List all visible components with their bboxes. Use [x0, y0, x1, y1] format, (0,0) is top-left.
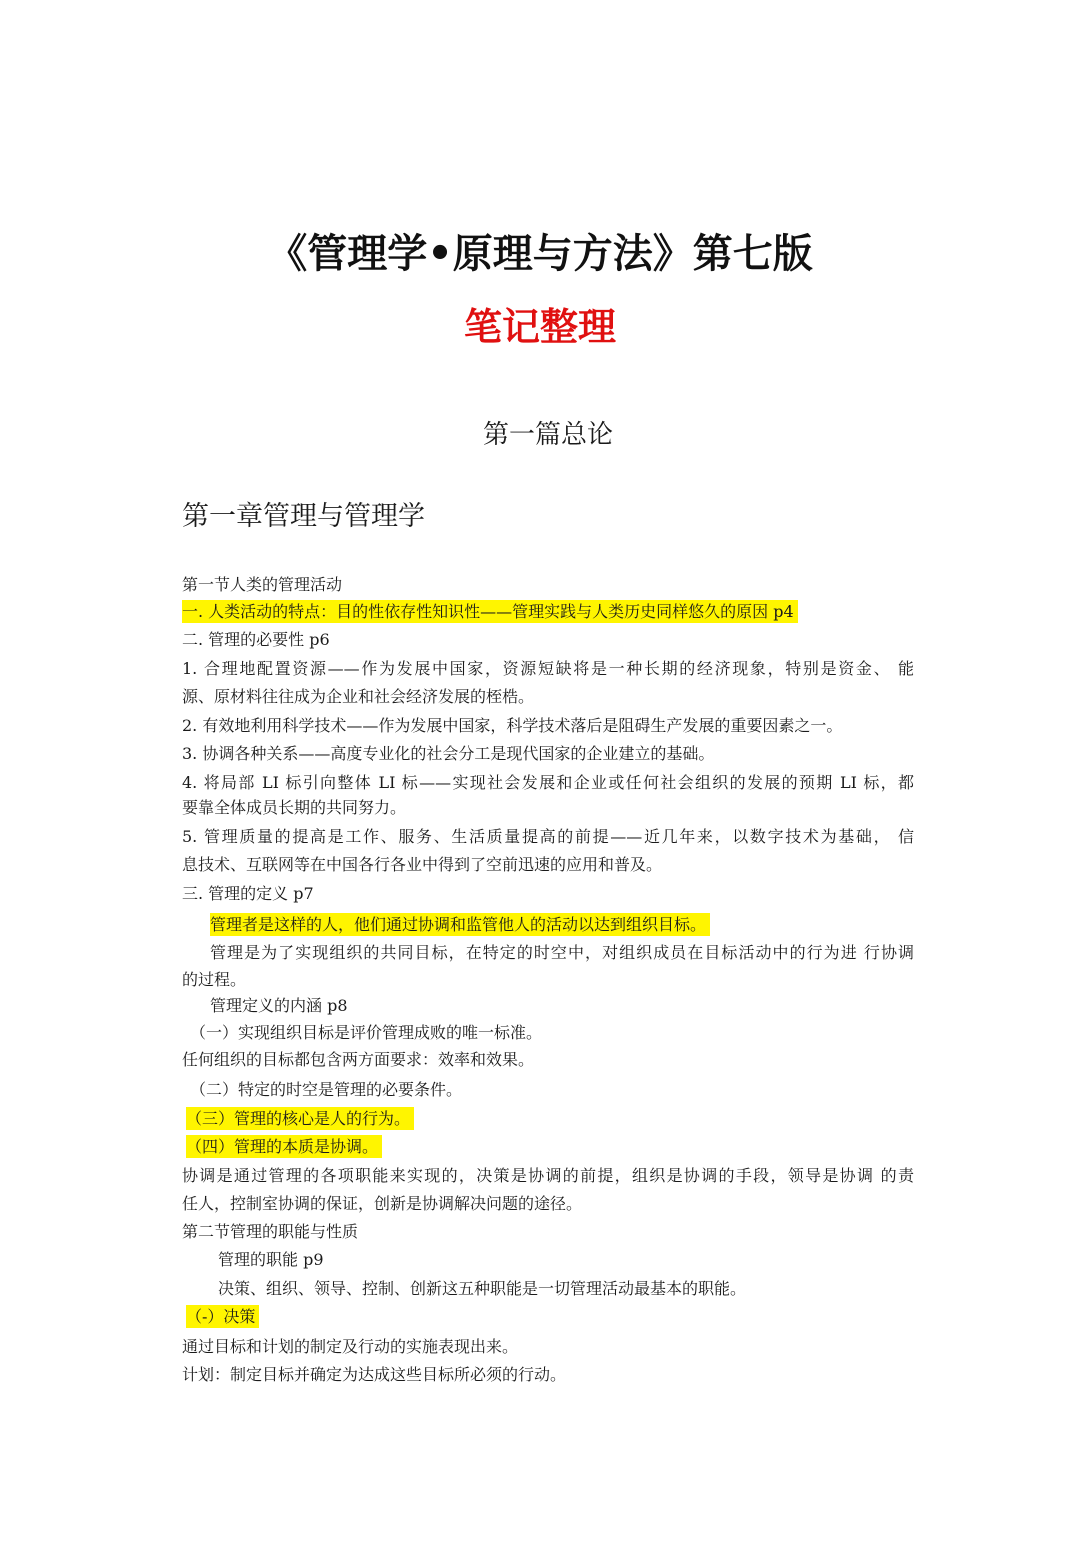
text: 三. 管理的定义 p7 — [182, 884, 314, 903]
text: 源、原材料往往成为企业和社会经济发展的桎梏。 — [182, 687, 535, 706]
list-item — [182, 825, 914, 849]
list-item — [182, 600, 798, 624]
list-item — [182, 657, 914, 681]
paragraph — [210, 941, 914, 965]
text: 决策、组织、领导、控制、创新这五种职能是一切管理活动最基本的职能。 — [218, 1279, 747, 1298]
paragraph — [182, 1048, 534, 1072]
list-item — [186, 1305, 259, 1329]
text: 第一节人类的管理活动 — [182, 575, 343, 594]
list-item — [182, 771, 914, 795]
paragraph — [182, 1335, 518, 1359]
list-item — [190, 1021, 542, 1045]
paragraph — [182, 968, 246, 992]
text: （二）特定的时空是管理的必要条件。 — [190, 1080, 463, 1099]
document-subtitle: 笔记整理 — [463, 305, 616, 349]
list-item — [182, 685, 534, 709]
definition-text — [210, 913, 710, 937]
list-item — [182, 628, 330, 652]
text: 通过目标和计划的制定及行动的实施表现出来。 — [182, 1337, 519, 1356]
list-item — [182, 882, 314, 906]
highlighted-text: （三）管理的核心是人的行为。 — [186, 1107, 414, 1130]
text: 5. 管理质量的提高是工作、服务、生活质量提高的前提——近几年来，以数字技术为基础， 信 — [182, 827, 914, 846]
highlighted-text: （四）管理的本质是协调。 — [186, 1135, 382, 1158]
paragraph — [182, 1363, 566, 1387]
text: 管理定义的内涵 p8 — [210, 996, 348, 1015]
text: 协调是通过管理的各项职能来实现的，决策是协调的前提，组织是协调的手段，领导是协调 的责 — [182, 1166, 914, 1185]
list-item — [182, 714, 842, 738]
section-heading — [182, 1220, 358, 1244]
list-item — [182, 853, 662, 877]
text: 要靠全体成员长期的共同努力。 — [182, 798, 407, 817]
text: 管理是为了实现组织的共同目标，在特定的时空中，对组织成员在目标活动中的行为进 行协调 — [210, 943, 914, 962]
text: 的过程。 — [182, 970, 247, 989]
paragraph — [182, 1192, 582, 1216]
text: （一）实现组织目标是评价管理成败的唯一标准。 — [190, 1023, 543, 1042]
highlighted-text: 一. 人类活动的特点：目的性依存性知识性——管理实践与人类历史同样悠久的原因 p4 — [182, 600, 798, 623]
highlighted-text: （-）决策 — [186, 1305, 259, 1328]
chapter-heading: 第一章管理与管理学 — [182, 501, 425, 532]
text: 管理的职能 p9 — [218, 1250, 324, 1269]
subheading — [210, 994, 348, 1018]
text: 1. 合理地配置资源——作为发展中国家，资源短缺将是一种长期的经济现象，特别是资金、 能 — [182, 659, 914, 678]
text: 2. 有效地利用科学技术——作为发展中国家，科学技术落后是阻碍生产发展的重要因素之一。 — [182, 716, 843, 735]
text: 任人，控制室协调的保证，创新是协调解决问题的途径。 — [182, 1194, 583, 1213]
text: 3. 协调各种关系——高度专业化的社会分工是现代国家的企业建立的基础。 — [182, 744, 715, 763]
paragraph — [182, 1164, 914, 1188]
part-heading: 第一篇总论 — [482, 420, 613, 450]
section-heading — [182, 573, 342, 597]
list-item — [186, 1135, 382, 1159]
text: 第二节管理的职能与性质 — [182, 1222, 359, 1241]
list-item — [182, 796, 406, 820]
highlighted-text: 管理者是这样的人，他们通过协调和监管他人的活动以达到组织目标。 — [210, 913, 710, 936]
text: 计划：制定目标并确定为达成这些目标所必须的行动。 — [182, 1365, 567, 1384]
text: 4. 将局部 LI 标引向整体 LI 标——实现社会发展和企业或任何社会组织的发展的预期 LI 标，都 — [182, 773, 914, 792]
text: 任何组织的目标都包含两方面要求：效率和效果。 — [182, 1050, 535, 1069]
subheading — [218, 1248, 324, 1272]
list-item — [182, 742, 714, 766]
paragraph — [218, 1277, 746, 1301]
document-title: 《管理学•原理与方法》第七版 — [267, 231, 813, 277]
list-item — [190, 1078, 462, 1102]
list-item — [186, 1107, 414, 1131]
text: 息技术、互联网等在中国各行各业中得到了空前迅速的应用和普及。 — [182, 855, 663, 874]
text: 二. 管理的必要性 p6 — [182, 630, 330, 649]
